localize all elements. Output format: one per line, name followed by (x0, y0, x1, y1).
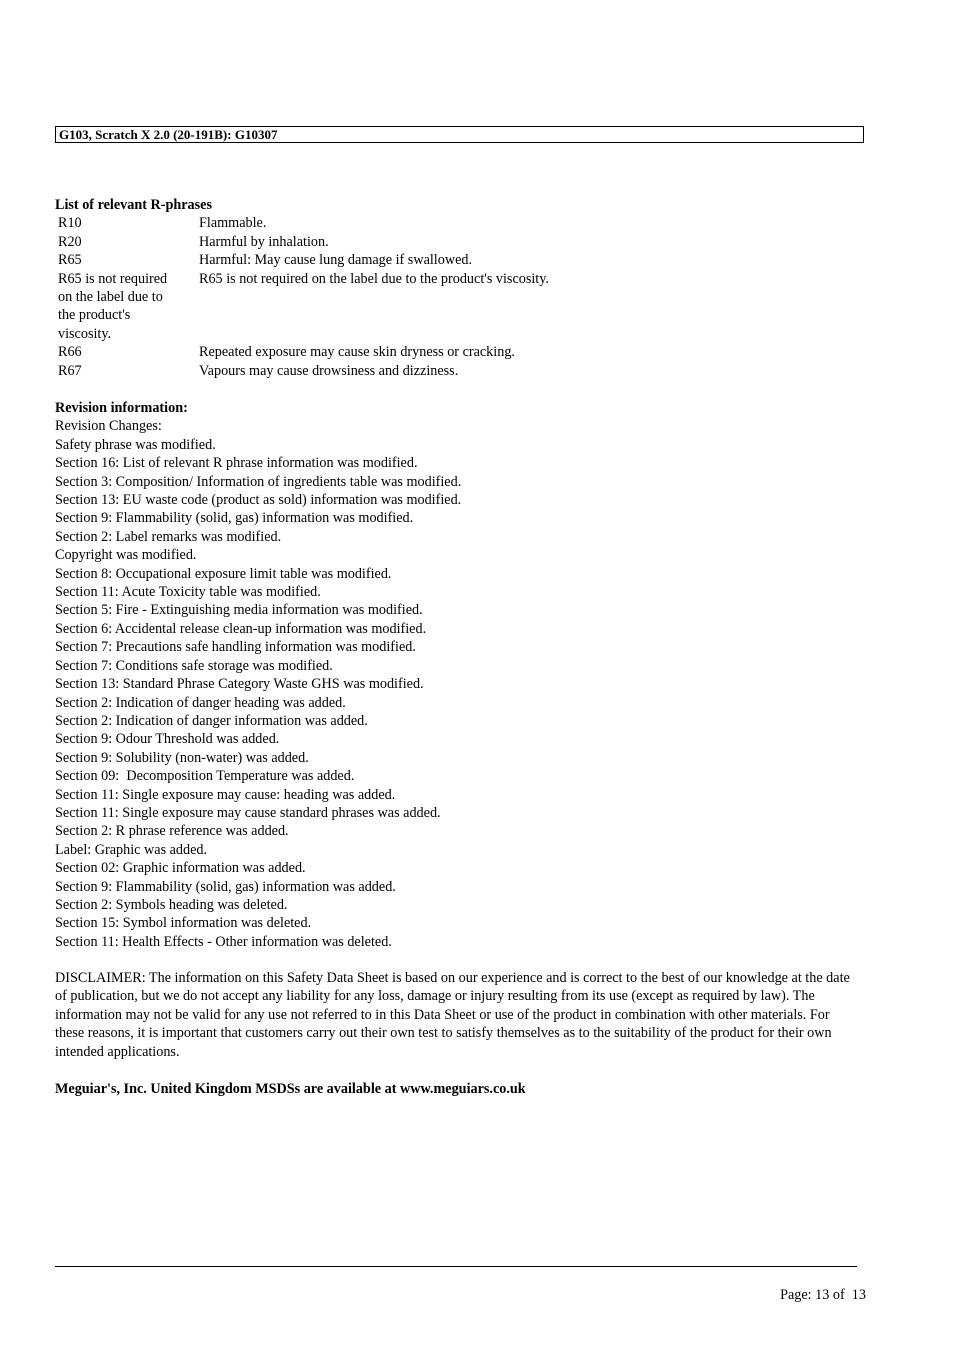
revision-line: Section 9: Odour Threshold was added. (55, 731, 280, 748)
r-phrase-row (55, 233, 855, 251)
footer-divider (55, 1266, 857, 1267)
r-phrase-text: Repeated exposure may cause skin dryness or cracking. (199, 344, 515, 361)
document-header (55, 126, 864, 143)
revision-line: Section 6: Accidental release clean-up information was modified. (55, 620, 427, 637)
r-phrase-code: R65 (58, 252, 82, 269)
revision-line: Section 7: Conditions safe storage was modified. (55, 657, 333, 674)
revision-title: Revision information: (55, 400, 188, 416)
page-number: Page: 13 of 13 (780, 1287, 866, 1303)
r-phrase-row (55, 270, 855, 344)
revision-line: Section 8: Occupational exposure limit table was modified. (55, 565, 392, 582)
revision-line: Section 9: Flammability (solid, gas) information was added. (55, 878, 396, 895)
revision-line: Section 11: Health Effects - Other information was deleted. (55, 933, 392, 950)
r-phrase-code: R10 (58, 215, 82, 232)
revision-line: Section 2: Indication of danger heading was added. (55, 694, 346, 711)
revision-line: Section 11: Acute Toxicity table was modified. (55, 584, 321, 601)
revision-line: Copyright was modified. (55, 547, 197, 564)
revision-line: Section 2: Label remarks was modified. (55, 528, 282, 545)
revision-line: Section 15: Symbol information was deleted. (55, 915, 312, 932)
r-phrases-section (55, 196, 855, 380)
revision-line: Revision Changes: (55, 418, 162, 435)
revision-line: Section 11: Single exposure may cause standard phrases was added. (55, 804, 441, 821)
revision-line: Section 13: EU waste code (product as sold) information was modified. (55, 492, 462, 509)
r-phrase-text: Harmful: May cause lung damage if swallowed. (199, 252, 473, 269)
r-phrase-code: R66 (58, 344, 82, 361)
revision-section (55, 399, 855, 951)
revision-line: Section 3: Composition/ Information of ingredients table was modified. (55, 473, 462, 490)
revision-line: Section 7: Precautions safe handling information was modified. (55, 639, 416, 656)
revision-line: Section 11: Single exposure may cause: heading was added. (55, 786, 396, 803)
revision-line: Section 13: Standard Phrase Category Waste GHS was modified. (55, 676, 424, 693)
revision-line: Section 2: R phrase reference was added. (55, 823, 289, 840)
product-title: G103, Scratch X 2.0 (20-191B): G10307 (59, 127, 278, 142)
r-phrase-code: R65 is not required on the label due to the product's viscosity. (58, 270, 168, 342)
revision-line: Section 09: Decomposition Temperature was added. (55, 768, 355, 785)
r-phrase-row (55, 251, 855, 269)
r-phrase-text: Harmful by inhalation. (199, 233, 329, 250)
msds-availability-note: Meguiar's, Inc. United Kingdom MSDSs are available at www.meguiars.co.uk (55, 1081, 526, 1097)
r-phrase-code: R20 (58, 233, 82, 250)
r-phrase-text: Flammable. (199, 215, 267, 232)
r-phrase-row (55, 214, 855, 232)
disclaimer-paragraph: DISCLAIMER: The information on this Safety Data Sheet is based on our experience and is correct to the best of our knowledge at the date of publication, but we do not accept any liability for any loss, damage or injury resulting from its use (except as required by law). The information may not be valid for any use not referred to in this Data Sheet or use of the product in combination with other materials. For these reasons, it is important that customers carry out their own test to satisfy themselves as to the suitability of the product for their own intended applications. (55, 970, 850, 1060)
revision-line: Section 9: Flammability (solid, gas) information was modified. (55, 510, 414, 527)
r-phrase-text: R65 is not required on the label due to the product's viscosity. (199, 270, 549, 287)
r-phrase-code: R67 (58, 362, 82, 379)
revision-line: Section 9: Solubility (non-water) was added. (55, 749, 309, 766)
revision-line: Section 02: Graphic information was added. (55, 860, 306, 877)
r-phrase-row (55, 343, 855, 361)
revision-line: Section 2: Indication of danger information was added. (55, 712, 368, 729)
r-phrase-text: Vapours may cause drowsiness and dizziness. (199, 362, 459, 379)
revision-line: Section 2: Symbols heading was deleted. (55, 896, 288, 913)
r-phrases-title: List of relevant R-phrases (55, 197, 212, 213)
revision-line: Safety phrase was modified. (55, 436, 216, 453)
revision-line: Section 16: List of relevant R phrase information was modified. (55, 455, 418, 472)
r-phrase-row (55, 362, 855, 380)
revision-line: Section 5: Fire - Extinguishing media information was modified. (55, 602, 423, 619)
revision-line: Label: Graphic was added. (55, 841, 208, 858)
